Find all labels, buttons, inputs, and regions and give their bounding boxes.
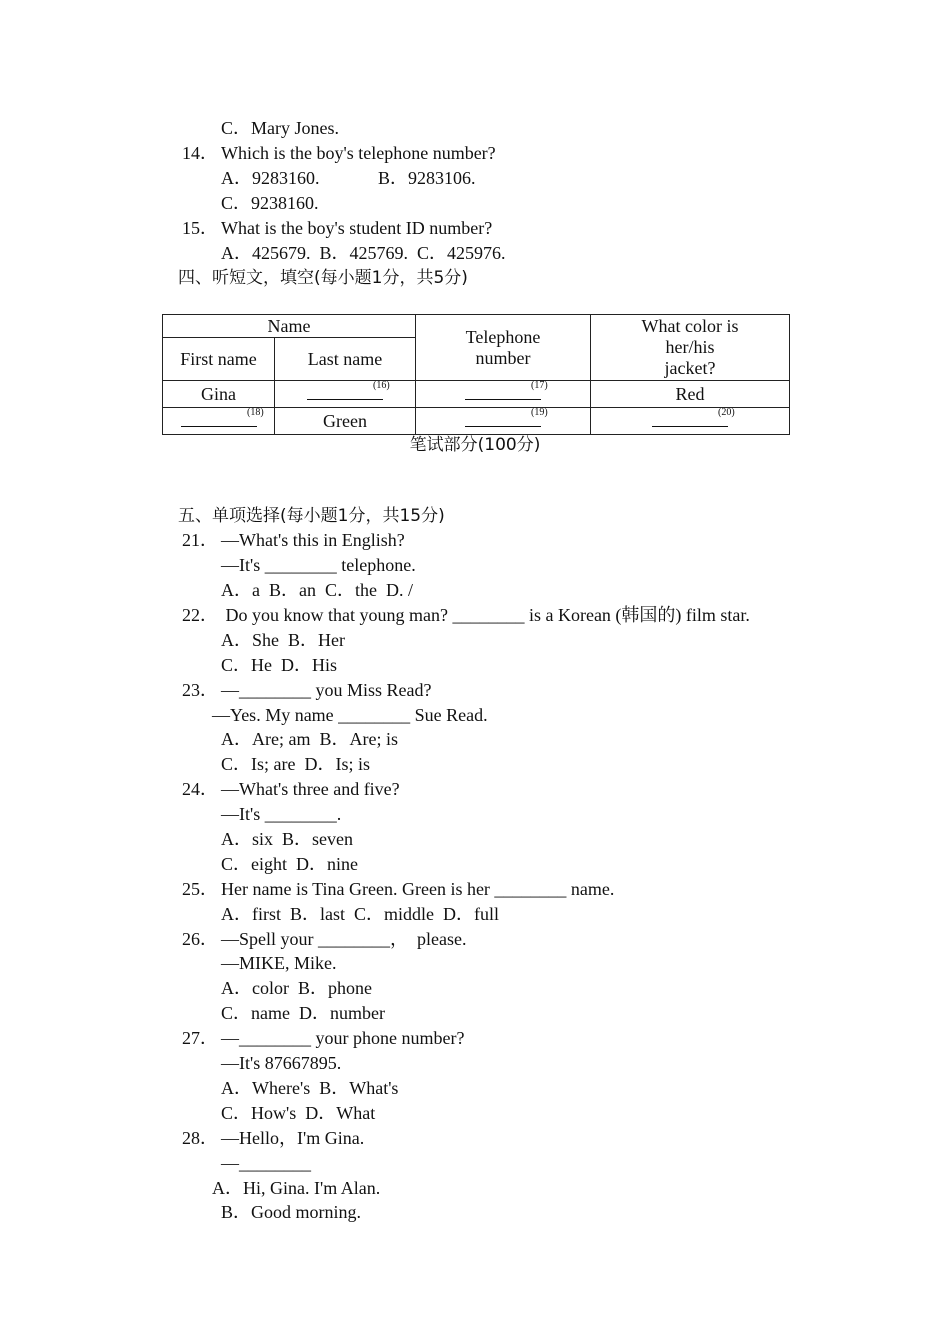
- q15-options: A．425679. B．425769. C．425976.: [221, 243, 506, 263]
- blank-17-number: (17): [531, 380, 548, 391]
- q24-line2: —It's ________.: [221, 804, 342, 824]
- q26-options-cd: C．name D．number: [221, 1003, 385, 1023]
- q14-option-c: C．9238160.: [221, 193, 319, 213]
- q26-line1: —Spell your ________， please.: [221, 929, 467, 949]
- q28-line1: —Hello，I'm Gina.: [221, 1128, 365, 1148]
- blank-16-number: (16): [373, 380, 390, 391]
- q24-options-ab: A．six B．seven: [221, 829, 353, 849]
- q25-options: A．first B．last C．middle D．full: [221, 904, 499, 924]
- header-last-name: Last name: [275, 338, 416, 381]
- q26-options-ab: A．color B．phone: [221, 978, 372, 998]
- q21-options: A．a B．an C．the D. /: [221, 580, 413, 600]
- q23-line1: —________ you Miss Read?: [221, 680, 432, 700]
- blank-18-number: (18): [247, 407, 264, 418]
- section4-title: 四、听短文，填空(每小题1分，共5分): [178, 268, 468, 288]
- q14-number: 14．: [182, 143, 218, 163]
- q22-options-ab: A．She B．Her: [221, 630, 345, 650]
- blank-17[interactable]: [416, 381, 591, 408]
- q24-number: 24．: [182, 779, 218, 799]
- q26-number: 26．: [182, 929, 218, 949]
- q22-number: 22．: [182, 605, 218, 625]
- q23-options-cd: C．Is; are D．Is; is: [221, 754, 370, 774]
- section5-title: 五、单项选择(每小题1分，共15分): [178, 506, 445, 526]
- q25-number: 25．: [182, 879, 218, 899]
- cell-red: Red: [591, 381, 790, 408]
- q21-line2: —It's ________ telephone.: [221, 555, 416, 575]
- blank-20-number: (20): [718, 407, 735, 418]
- q13-option-c: C．Mary Jones.: [221, 118, 339, 138]
- q23-line2: —Yes. My name ________ Sue Read.: [212, 705, 488, 725]
- q27-options-cd: C．How's D．What: [221, 1103, 376, 1123]
- q25-question: Her name is Tina Green. Green is her ________ name.: [221, 879, 615, 899]
- header-jacket-color: What color is her/his jacket?: [591, 315, 790, 381]
- q27-line2: —It's 87667895.: [221, 1053, 342, 1073]
- q15-number: 15．: [182, 218, 218, 238]
- cell-gina: Gina: [163, 381, 275, 408]
- q27-options-ab: A．Where's B．What's: [221, 1078, 399, 1098]
- q23-options-ab: A．Are; am B．Are; is: [221, 729, 398, 749]
- q24-line1: —What's three and five?: [221, 779, 400, 799]
- q28-number: 28．: [182, 1128, 218, 1148]
- q28-option-a: A．Hi, Gina. I'm Alan.: [212, 1178, 381, 1198]
- header-first-name: First name: [163, 338, 275, 381]
- q21-number: 21．: [182, 530, 218, 550]
- q24-options-cd: C．eight D．nine: [221, 854, 358, 874]
- q27-line1: —________ your phone number?: [221, 1028, 465, 1048]
- blank-19-number: (19): [531, 407, 548, 418]
- cell-green: Green: [275, 408, 416, 435]
- q23-number: 23．: [182, 680, 218, 700]
- q14-options-ab: A．9283160. B．9283106.: [221, 168, 476, 188]
- q15-question: What is the boy's student ID number?: [221, 218, 493, 238]
- header-telephone: Telephone number: [416, 315, 591, 381]
- blank-16[interactable]: [275, 381, 416, 408]
- written-part-title: 笔试部分(100分): [409, 435, 541, 455]
- q27-number: 27．: [182, 1028, 218, 1048]
- q26-line2: —MIKE, Mike.: [221, 953, 337, 973]
- q14-question: Which is the boy's telephone number?: [221, 143, 496, 163]
- q28-line2: —________: [221, 1153, 311, 1173]
- q28-option-b: B．Good morning.: [221, 1202, 362, 1222]
- listening-table: [162, 314, 790, 435]
- q22-question: Do you know that young man? ________ is a Korean (韩国的) film star.: [221, 605, 750, 625]
- header-name: Name: [163, 315, 416, 338]
- q22-options-cd: C．He D．His: [221, 655, 337, 675]
- q21-line1: —What's this in English?: [221, 530, 405, 550]
